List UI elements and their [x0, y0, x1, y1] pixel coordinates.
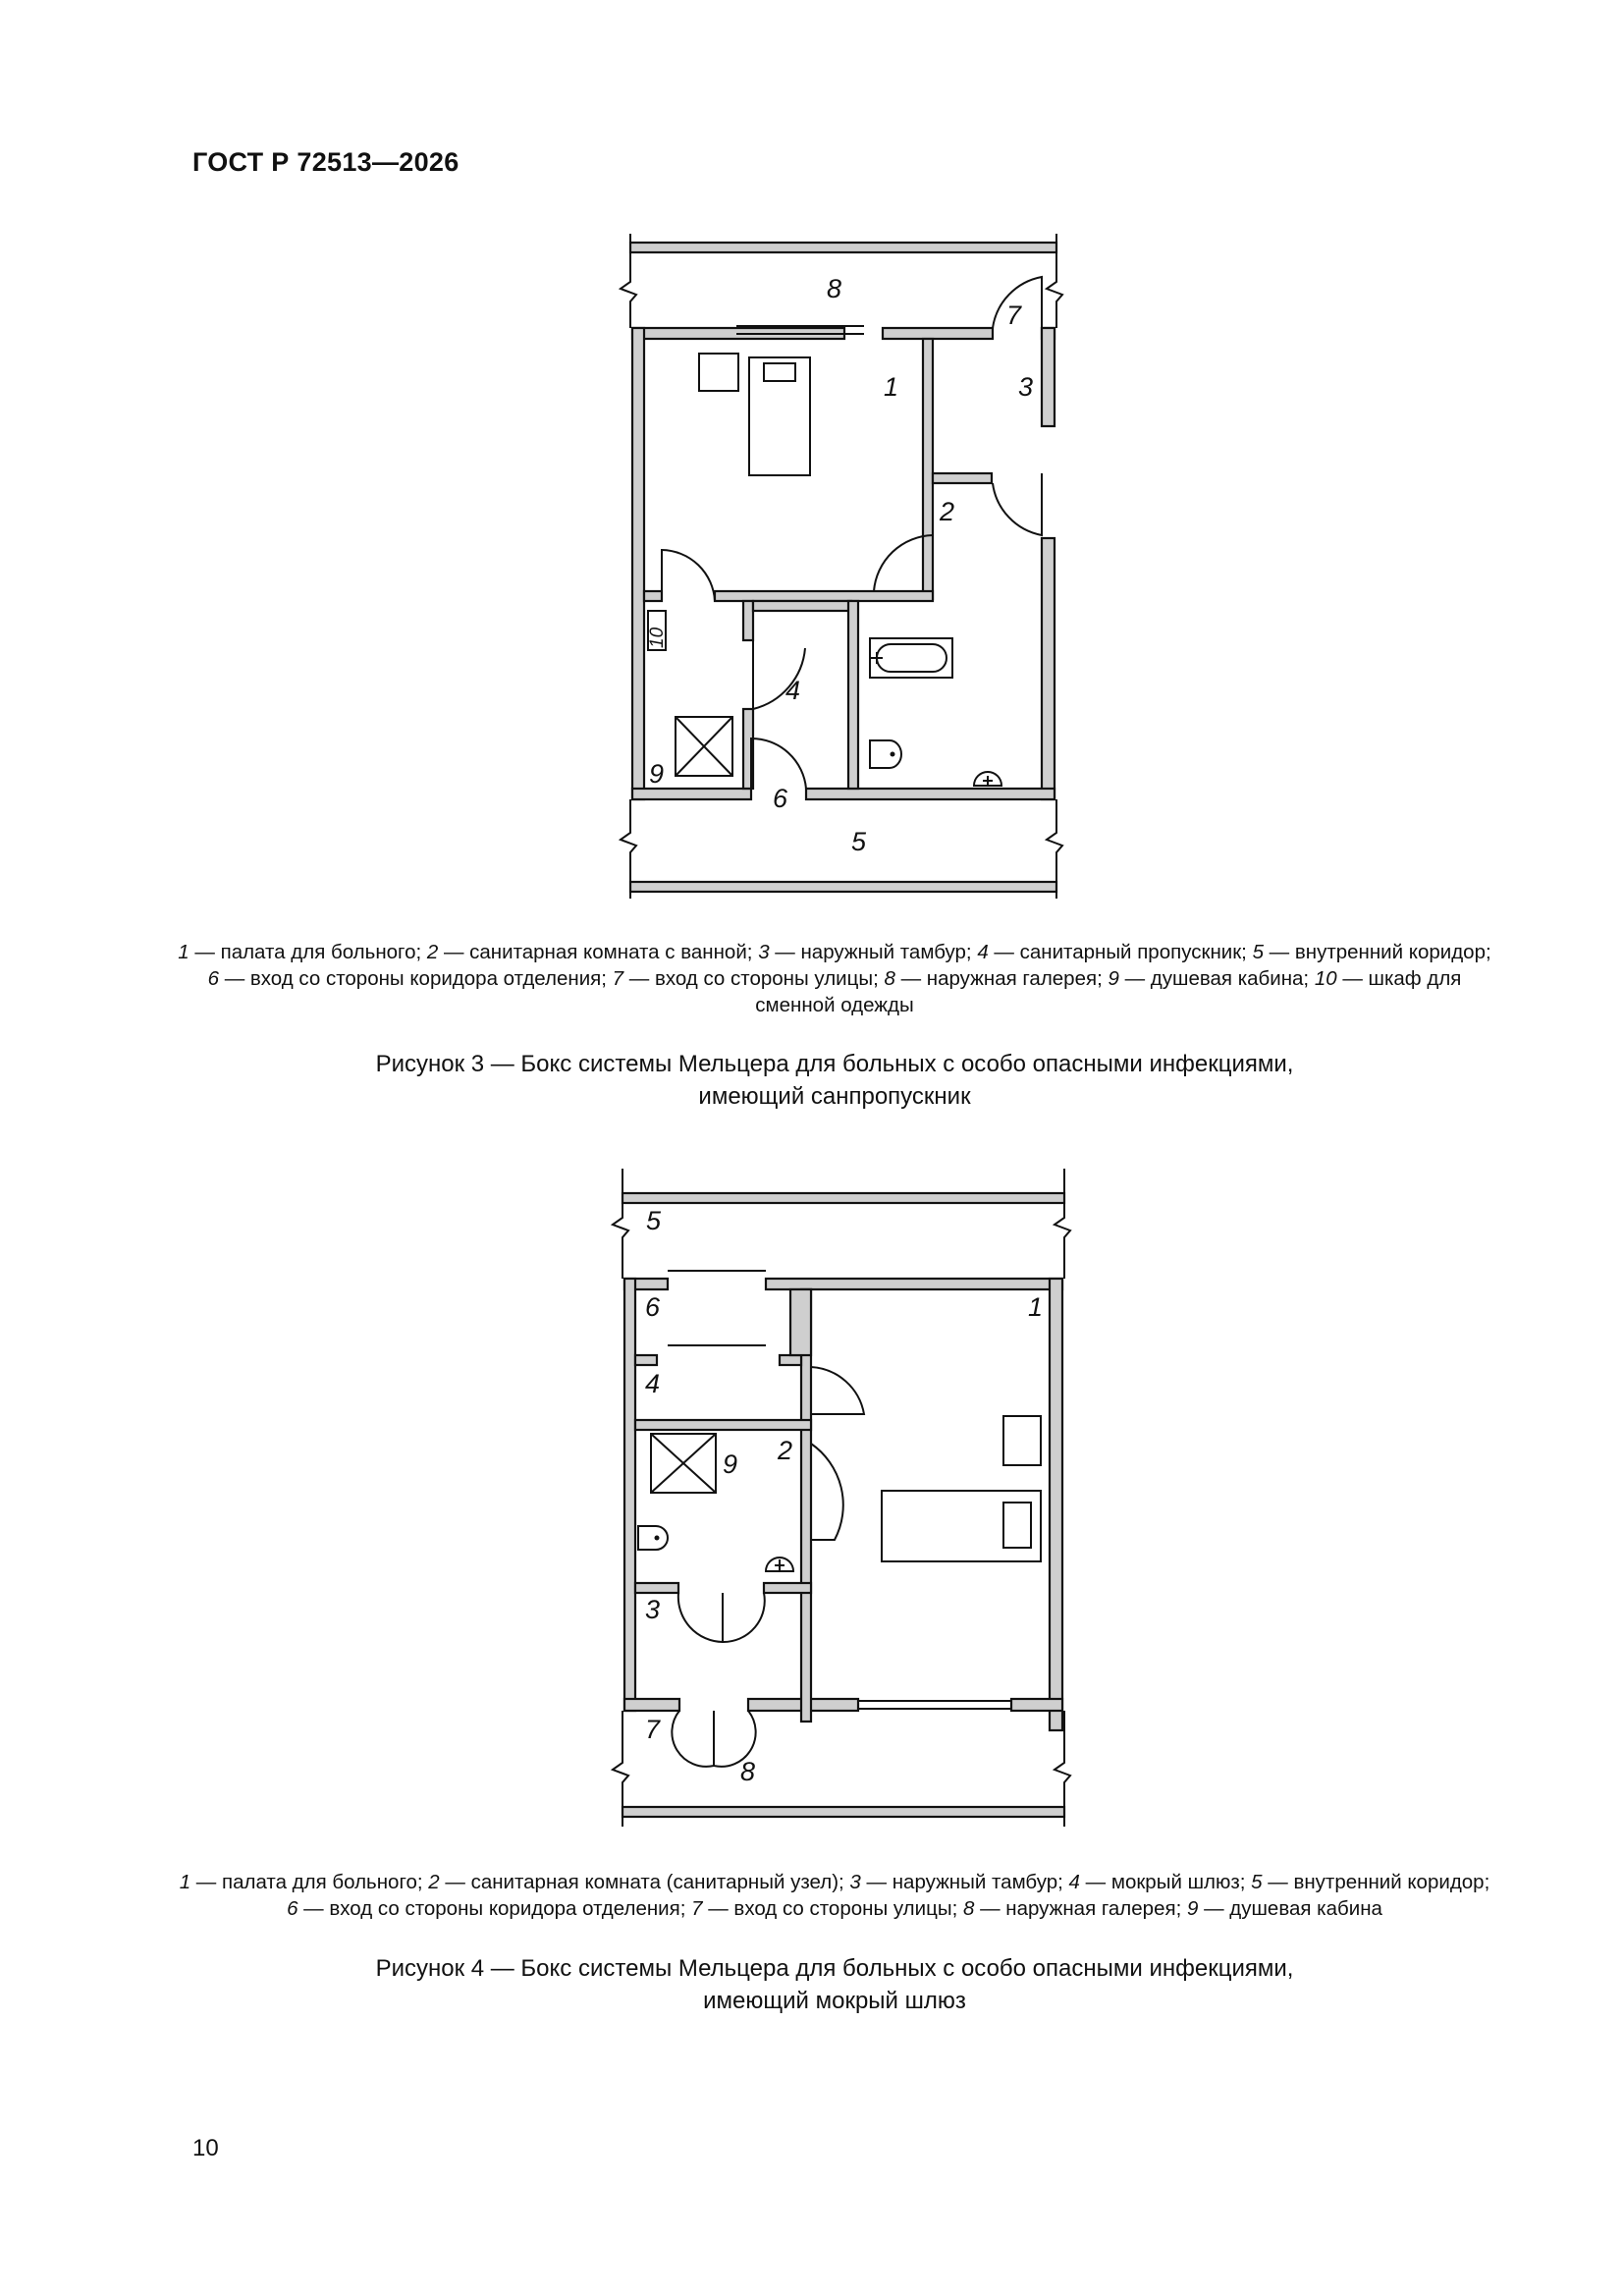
label-9: 9 — [649, 759, 665, 789]
label-9: 9 — [723, 1449, 738, 1479]
wall-tambour-bottom — [933, 473, 992, 483]
bedside-table — [1003, 1416, 1041, 1465]
outer-wall-left — [632, 328, 644, 799]
wall-6-right-block — [790, 1289, 811, 1355]
outer-wall-bottom-right — [1011, 1699, 1062, 1711]
outer-wall-bottom-left — [624, 1699, 679, 1711]
gallery-wall-bottom — [622, 1807, 1064, 1817]
label-6: 6 — [645, 1292, 661, 1322]
door-3-2 — [993, 473, 1042, 535]
outer-wall-top-mid — [883, 328, 993, 339]
figure-3-caption — [177, 1048, 1492, 1113]
label-4: 4 — [645, 1369, 661, 1398]
wall-6-4-right — [780, 1355, 801, 1365]
toilet-icon — [638, 1526, 668, 1550]
label-8: 8 — [740, 1757, 756, 1786]
figure-3-caption-line1: Рисунок 3 — Бокс системы Мельцера для больных с особо опасными инфекциями, — [375, 1051, 1294, 1077]
door-7-left — [672, 1711, 714, 1767]
outer-wall-top-right — [766, 1279, 1062, 1289]
wall-vertical-1-2 — [923, 339, 933, 599]
bed-pillow — [764, 363, 795, 381]
figure-4-floor-plan — [599, 1164, 1090, 1841]
wall-2-3-left — [635, 1583, 678, 1593]
figure-3-legend: 1 — палата для больного; 2 — санитарная комната с ванной; 3 — наружный тамбур; 4 — санитарный пропускник; 5 — внутренний коридор; 6 — вход со стороны коридора отделения; 7 — вход со стороны улицы; 8 — наружная галерея; 9 — душевая кабина; 10 — шкаф для сменной одежды — [178, 941, 1491, 1016]
wall-4-2 — [635, 1420, 811, 1430]
outer-wall-right — [1050, 1279, 1062, 1730]
door-2-3-left — [678, 1593, 723, 1642]
label-5: 5 — [646, 1206, 662, 1235]
label-1: 1 — [884, 372, 899, 402]
toilet-icon — [870, 740, 901, 768]
wall-6-4-left — [635, 1355, 657, 1365]
figure-4-caption — [177, 1952, 1492, 2017]
bedside-table — [699, 354, 738, 391]
label-3: 3 — [645, 1595, 661, 1624]
document-header: ГОСТ Р 72513—2026 — [192, 147, 460, 177]
outer-wall-bottom-left — [632, 789, 751, 799]
gallery-wall-top — [630, 243, 1056, 252]
wall-bath-left — [848, 601, 858, 789]
label-3: 3 — [1018, 372, 1034, 402]
wall-room1-bottom — [715, 591, 933, 601]
bathtub-inner — [877, 644, 947, 672]
figure-4-caption-line2: имеющий мокрый шлюз — [703, 1988, 966, 2014]
door-2-3-right — [723, 1593, 765, 1642]
outer-wall-right-upper — [1042, 328, 1055, 426]
outer-wall-right-lower — [1042, 538, 1055, 799]
figure-3-caption-line2: имеющий санпропускник — [698, 1083, 971, 1110]
corridor-wall-bottom — [630, 882, 1056, 892]
door-4-1 — [811, 1367, 864, 1414]
door-2-1 — [811, 1444, 843, 1540]
door-6-corridor — [751, 738, 806, 789]
label-8: 8 — [827, 274, 842, 303]
label-7: 7 — [1006, 301, 1022, 330]
label-1: 1 — [1028, 1292, 1044, 1322]
wall-sanpass-upper — [743, 601, 753, 640]
label-10: 10 — [647, 627, 668, 648]
label-7: 7 — [645, 1715, 661, 1744]
outer-wall-left — [624, 1279, 635, 1711]
wall-sanpass-top — [753, 601, 851, 611]
label-4: 4 — [785, 676, 801, 705]
window-bottom — [858, 1701, 1011, 1709]
figure-4-caption-line1: Рисунок 4 — Бокс системы Мельцера для больных с особо опасными инфекциями, — [375, 1955, 1294, 1982]
wall-2-3-right — [764, 1583, 811, 1593]
label-2: 2 — [778, 1436, 793, 1465]
label-5: 5 — [851, 827, 867, 856]
page-number: 10 — [192, 2135, 219, 2161]
label-6: 6 — [773, 784, 788, 813]
outer-wall-bottom-right — [806, 789, 1055, 799]
bed-pillow — [1003, 1503, 1031, 1548]
figure-3-floor-plan — [609, 228, 1080, 915]
label-2: 2 — [940, 497, 955, 526]
corridor-wall-top — [622, 1193, 1064, 1203]
wall-room1-bottom-stub — [644, 591, 662, 601]
sliding-doors — [668, 1271, 766, 1345]
door-1-sanpass — [662, 550, 715, 601]
figure-4-legend: 1 — палата для больного; 2 — санитарная комната (санитарный узел); 3 — наружный тамбур; 4 — мокрый шлюз; 5 — внутренний коридор; 6 — вход со стороны коридора отделения; 7 — вход со стороны улицы; 8 — наружная галерея; 9 — душевая кабина — [179, 1871, 1490, 1920]
